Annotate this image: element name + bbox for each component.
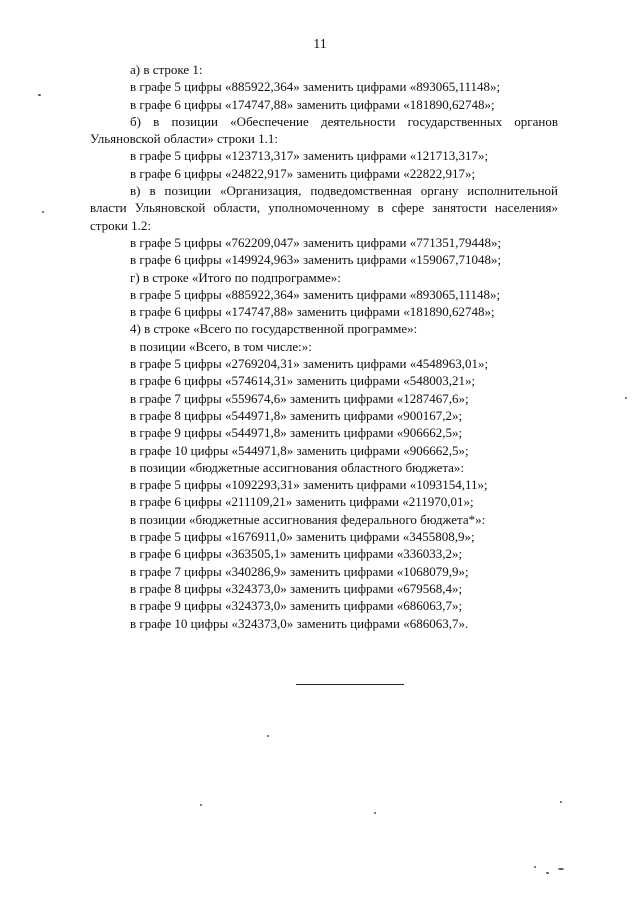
scan-speck (625, 397, 627, 399)
paragraph-line: в графе 8 цифры «324373,0» заменить цифрами «679568,4»; (130, 580, 463, 596)
paragraph-line: в графе 5 цифры «123713,317» заменить цифрами «121713,317»; (130, 148, 489, 164)
paragraph-line: строки 1.2: (90, 217, 151, 233)
paragraph-line: в графе 5 цифры «2769204,31» заменить цифрами «4548963,01»; (130, 356, 489, 372)
paragraph-line: в графе 10 цифры «544971,8» заменить цифрами «906662,5»; (130, 442, 469, 458)
paragraph-line: в графе 10 цифры «324373,0» заменить цифрами «686063,7». (130, 615, 469, 631)
paragraph-line: в графе 6 цифры «149924,963» заменить цифрами «159067,71048»; (130, 252, 502, 268)
paragraph-line: в графе 6 цифры «24822,917» заменить цифрами «22822,917»; (130, 165, 476, 181)
scan-speck (42, 211, 44, 213)
paragraph-line: 4) в строке «Всего по государственной программе»: (130, 321, 418, 337)
paragraph-line: в графе 6 цифры «211109,21» заменить цифрами «211970,01»; (130, 494, 474, 510)
scan-speck (267, 735, 269, 737)
paragraph-line: а) в строке 1: (130, 62, 203, 77)
paragraph-line: в графе 7 цифры «340286,9» заменить цифрами «1068079,9»; (130, 563, 469, 579)
paragraph-line: в графе 9 цифры «544971,8» заменить цифрами «906662,5»; (130, 425, 463, 441)
paragraph-line: в позиции «бюджетные ассигнования федерального бюджета*»: (130, 511, 486, 527)
scan-speck (546, 872, 549, 874)
document-body (90, 61, 558, 632)
paragraph-line: власти Ульяновской области, уполномоченному в сфере занятости населения» (90, 200, 558, 216)
paragraph-line: в графе 6 цифры «174747,88» заменить цифрами «181890,62748»; (130, 96, 495, 112)
scan-speck (560, 801, 562, 803)
scan-speck (200, 804, 202, 806)
paragraph-line: в) в позиции «Организация, подведомственная органу исполнительной (130, 183, 558, 199)
scan-speck (374, 812, 376, 814)
paragraph-line: в позиции «Всего, в том числе:»: (130, 338, 312, 354)
scan-speck (558, 868, 564, 870)
paragraph-line: в графе 6 цифры «174747,88» заменить цифрами «181890,62748»; (130, 304, 495, 320)
paragraph-line: в графе 7 цифры «559674,6» заменить цифрами «1287467,6»; (130, 390, 469, 406)
paragraph-line: в графе 5 цифры «885922,364» заменить цифрами «893065,11148»; (130, 79, 501, 95)
paragraph-line: в графе 8 цифры «544971,8» заменить цифрами «900167,2»; (130, 407, 463, 423)
paragraph-line: в графе 5 цифры «885922,364» заменить цифрами «893065,11148»; (130, 286, 501, 302)
paragraph-line: в графе 6 цифры «574614,31» заменить цифрами «548003,21»; (130, 373, 476, 389)
paragraph-line: в позиции «бюджетные ассигнования областного бюджета»: (130, 459, 465, 475)
paragraph-line: в графе 6 цифры «363505,1» заменить цифрами «336033,2»; (130, 546, 463, 562)
paragraph-line: в графе 9 цифры «324373,0» заменить цифрами «686063,7»; (130, 598, 463, 614)
paragraph-line: г) в строке «Итого по подпрограмме»: (130, 269, 341, 285)
page-number: 11 (313, 37, 327, 52)
paragraph-line: в графе 5 цифры «1092293,31» заменить цифрами «1093154,11»; (130, 477, 488, 493)
paragraph-line: б) в позиции «Обеспечение деятельности государственных органов (130, 113, 558, 129)
scan-speck (534, 866, 536, 868)
scan-speck (38, 94, 41, 96)
paragraph-line: в графе 5 цифры «762209,047» заменить цифрами «771351,79448»; (130, 234, 502, 250)
paragraph-line: Ульяновской области» строки 1.1: (90, 131, 278, 147)
end-divider (296, 684, 404, 685)
paragraph-line: в графе 5 цифры «1676911,0» заменить цифрами «3455808,9»; (130, 529, 475, 545)
